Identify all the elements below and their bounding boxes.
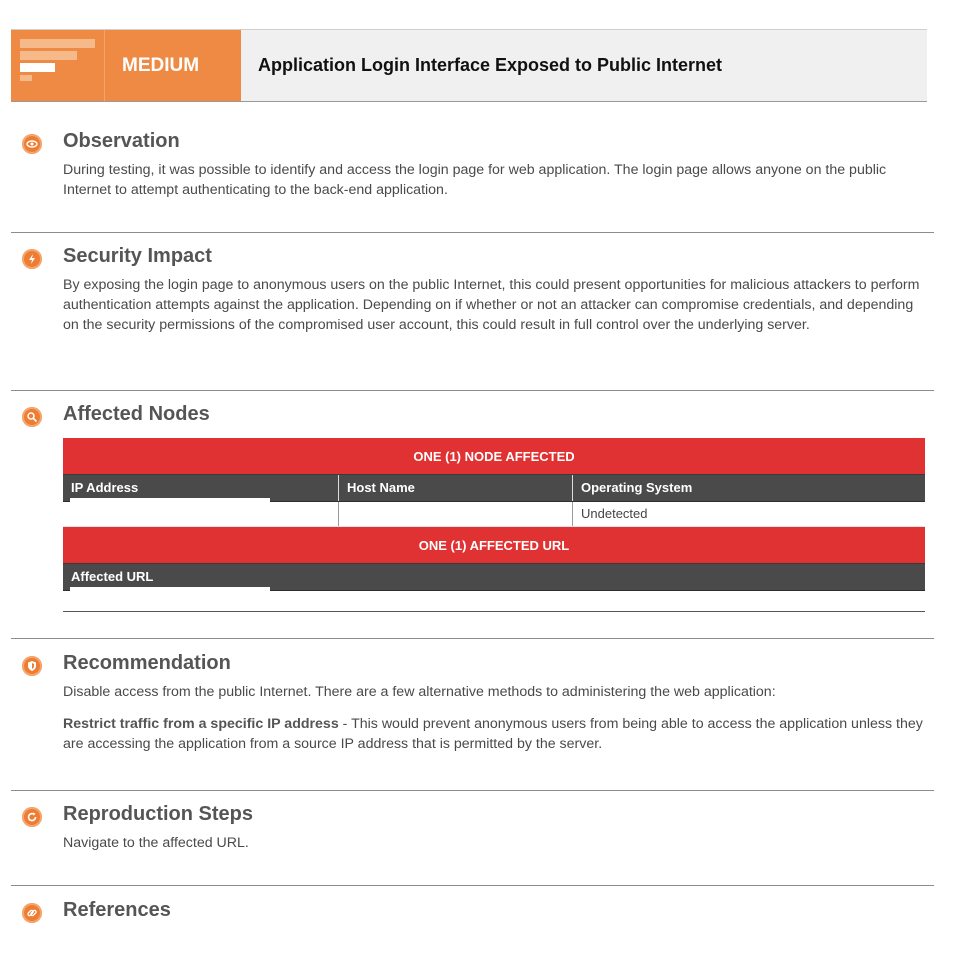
column-host-name: Host Name [347, 480, 415, 495]
affected-nodes-section [22, 403, 934, 437]
security-impact-section [22, 245, 934, 379]
shield-icon [22, 656, 42, 676]
column-operating-system: Operating System [581, 480, 693, 495]
references-title: References [63, 899, 171, 921]
eye-icon [22, 134, 42, 154]
references-section [22, 899, 934, 933]
section-divider [11, 790, 934, 791]
observation-text: During testing, it was possible to identify and access the login page for web application. The login page allows anyone on the public Internet to attempt authenticating to the back-end application. [63, 162, 887, 198]
node-count-banner: ONE (1) NODE AFFECTED [63, 438, 925, 474]
table-end-divider [63, 611, 925, 612]
reproduction-text: Navigate to the affected URL. [63, 835, 249, 851]
recommendation-item-lead: Restrict traffic from a specific IP address [63, 716, 339, 732]
link-icon [22, 903, 42, 923]
brand-logo [11, 30, 104, 101]
cell-operating-system: Undetected [581, 506, 648, 521]
search-icon [22, 407, 42, 427]
redaction-mark [70, 587, 270, 591]
recommendation-intro: Disable access from the public Internet. There are a few alternative methods to administering the web application: [63, 684, 776, 700]
lightning-icon [22, 249, 42, 269]
recommendation-section [22, 652, 934, 776]
severity-label: MEDIUM [122, 55, 200, 76]
affected-nodes-title: Affected Nodes [63, 403, 210, 425]
security-impact-title: Security Impact [63, 245, 212, 267]
reproduction-title: Reproduction Steps [63, 803, 254, 825]
table-row [63, 502, 925, 527]
recommendation-title: Recommendation [63, 652, 231, 674]
severity-badge [104, 30, 241, 101]
security-impact-text: By exposing the login page to anonymous users on the public Internet, this could present opportunities for malicious attackers to perform authentication attempts against the application. Depending on if whether or not an attacker can compromise credentials, and depending on the security permissions of the compromised user account, this could result in full control over the underlying server. [63, 277, 920, 333]
reproduction-section [22, 803, 934, 867]
recommendation-item-text: - This would prevent anonymous users from being able to access the application unless they are accessing the application from a source IP address that is permitted by the server. [63, 716, 923, 752]
affected-nodes-table [63, 438, 925, 591]
finding-header [11, 29, 927, 102]
finding-title: Application Login Interface Exposed to Public Internet [258, 55, 723, 75]
section-divider [11, 885, 934, 886]
recommendation-item [63, 714, 923, 754]
section-divider [11, 390, 934, 391]
section-divider [11, 232, 934, 233]
column-ip-address: IP Address [71, 480, 139, 495]
section-divider [11, 638, 934, 639]
url-table-header [63, 563, 925, 591]
refresh-icon [22, 807, 42, 827]
recommendation-text [63, 682, 923, 766]
observation-title: Observation [63, 130, 180, 152]
table-header [63, 474, 925, 502]
column-affected-url: Affected URL [71, 569, 154, 584]
observation-section [22, 130, 934, 224]
url-count-banner: ONE (1) AFFECTED URL [63, 527, 925, 563]
